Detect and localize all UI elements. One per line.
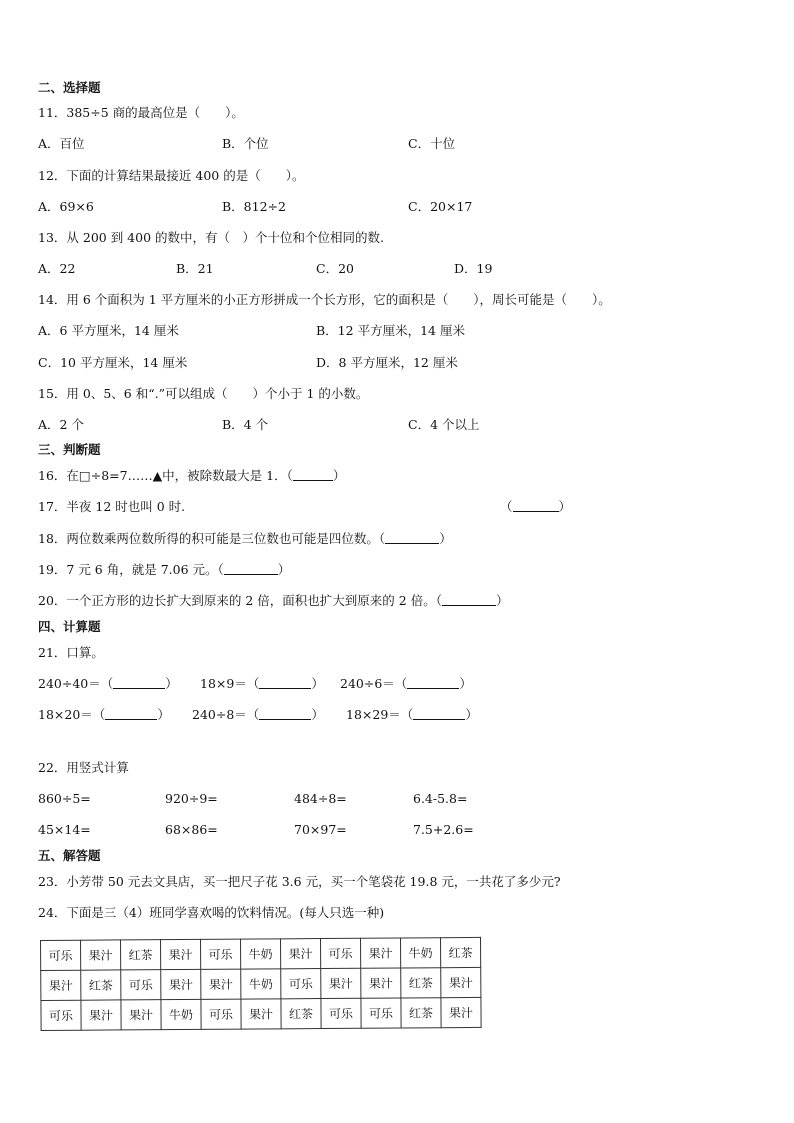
table-cell: 果汁 (201, 969, 241, 999)
table-cell: 果汁 (41, 970, 81, 1000)
table-cell: 果汁 (361, 968, 401, 998)
q14-option-c: C．10 平方厘米，14 厘米 (38, 355, 188, 370)
q14-option-d: D．8 平方厘米，12 厘米 (316, 355, 458, 370)
q12-option-c: C．20×17 (408, 199, 473, 214)
q11-option-c: C．十位 (408, 136, 456, 151)
q22-item: 6.4-5.8= (413, 791, 468, 806)
section-heading-judge: 三、判断题 (38, 442, 101, 457)
q21-item: 18×29＝（ ） (346, 707, 478, 722)
q14-option-a: A．6 平方厘米，14 厘米 (38, 323, 179, 338)
table-cell: 可乐 (281, 969, 321, 999)
q21-item: 18×9＝（ ） (200, 676, 324, 691)
q16-answer-blank[interactable] (293, 468, 333, 481)
q20-answer-blank[interactable] (442, 593, 496, 606)
question-16: 16．在□÷8=7……▲中，被除数最大是 1．（ ） (38, 468, 346, 483)
table-cell: 红茶 (401, 968, 441, 998)
table-cell: 可乐 (321, 998, 361, 1028)
question-15: 15．用 0、5、6 和“.”可以组成（ ）个小于 1 的小数。 (38, 386, 369, 401)
question-14: 14．用 6 个面积为 1 平方厘米的小正方形拼成一个长方形，它的面积是（ ），周长可能是（ ）。 (38, 292, 611, 307)
q17-answer: （ ） (500, 499, 572, 514)
table-cell: 果汁 (81, 940, 121, 970)
table-cell: 可乐 (41, 940, 81, 970)
q22-item: 7.5+2.6= (413, 822, 474, 837)
question-12: 12．下面的计算结果最接近 400 的是（ ）。 (38, 168, 305, 183)
q22-item: 484÷8= (294, 791, 347, 806)
question-18: 18．两位数乘两位数所得的积可能是三位数也可能是四位数。（ ） (38, 531, 452, 546)
table-row (41, 997, 481, 1030)
drink-survey-table (40, 937, 482, 1031)
question-20: 20．一个正方形的边长扩大到原来的 2 倍，面积也扩大到原来的 2 倍。（ ） (38, 593, 509, 608)
table-cell: 果汁 (441, 967, 481, 997)
table-cell: 红茶 (281, 999, 321, 1029)
q13-option-c: C．20 (316, 261, 354, 276)
q22-item: 920÷9= (165, 791, 218, 806)
table-cell: 牛奶 (400, 938, 440, 968)
q21-item: 240÷8＝（ ） (192, 707, 324, 722)
table-cell: 可乐 (121, 970, 161, 1000)
table-cell: 果汁 (161, 969, 201, 999)
q13-option-a: A．22 (38, 261, 76, 276)
question-13: 13．从 200 到 400 的数中，有（ ）个十位和个位相同的数. (38, 230, 384, 245)
q12-option-b: B．812÷2 (222, 199, 286, 214)
q21-item: 18×20＝（ ） (38, 707, 170, 722)
q15-option-a: A．2 个 (38, 417, 84, 432)
table-cell: 果汁 (441, 997, 481, 1027)
question-22-title: 22．用竖式计算 (38, 760, 129, 775)
section-heading-choice: 二、选择题 (38, 80, 101, 95)
question-23: 23．小芳带 50 元去文具店，买一把尺子花 3.6 元，买一个笔袋花 19.8 元，一共花了多少元? (38, 874, 561, 889)
q11-option-a: A．百位 (38, 136, 85, 151)
q11-option-b: B．个位 (222, 136, 269, 151)
q21-item: 240÷40＝（ ） (38, 676, 178, 691)
question-20-text: 20．一个正方形的边长扩大到原来的 2 倍，面积也扩大到原来的 2 倍。 (38, 593, 436, 608)
section-heading-solve: 五、解答题 (38, 848, 101, 863)
question-11: 11．385÷5 商的最高位是（ ）。 (38, 105, 244, 120)
table-cell: 可乐 (201, 999, 241, 1029)
q22-item: 860÷5= (38, 791, 91, 806)
q21-item: 240÷6＝（ ） (340, 676, 472, 691)
q13-option-d: D．19 (454, 261, 493, 276)
q18-answer-blank[interactable] (385, 531, 439, 544)
q22-item: 70×97= (294, 822, 347, 837)
table-cell: 红茶 (401, 998, 441, 1028)
table-cell: 牛奶 (240, 939, 280, 969)
table-cell: 红茶 (121, 940, 161, 970)
q22-item: 68×86= (165, 822, 218, 837)
question-16-text: 16．在□÷8=7……▲中，被除数最大是 1． (38, 468, 287, 483)
table-cell: 可乐 (361, 998, 401, 1028)
question-19-text: 19．7 元 6 角，就是 7.06 元。 (38, 562, 218, 577)
q13-option-b: B．21 (176, 261, 214, 276)
table-cell: 果汁 (121, 1000, 161, 1030)
question-18-text: 18．两位数乘两位数所得的积可能是三位数也可能是四位数。 (38, 531, 379, 546)
table-cell: 红茶 (81, 970, 121, 1000)
q19-answer-blank[interactable] (224, 562, 278, 575)
table-cell: 果汁 (81, 1000, 121, 1030)
question-21-title: 21．口算。 (38, 645, 104, 660)
question-19: 19．7 元 6 角，就是 7.06 元。（ ） (38, 562, 291, 577)
table-cell: 可乐 (200, 939, 240, 969)
table-row (41, 937, 481, 970)
q22-item: 45×14= (38, 822, 91, 837)
q15-option-c: C．4 个以上 (408, 417, 480, 432)
table-cell: 可乐 (41, 1000, 81, 1030)
table-cell: 果汁 (161, 939, 201, 969)
table-cell: 果汁 (321, 968, 361, 998)
table-row (41, 967, 481, 1000)
q17-answer-blank[interactable] (513, 499, 559, 512)
table-cell: 牛奶 (241, 969, 281, 999)
table-cell: 红茶 (440, 937, 480, 967)
table-cell: 果汁 (280, 939, 320, 969)
table-cell: 牛奶 (161, 999, 201, 1029)
table-cell: 可乐 (320, 938, 360, 968)
table-cell: 果汁 (360, 938, 400, 968)
question-17: 17．半夜 12 时也叫 0 时. (38, 499, 186, 514)
q15-option-b: B．4 个 (222, 417, 269, 432)
section-heading-calc: 四、计算题 (38, 619, 101, 634)
q12-option-a: A．69×6 (38, 199, 94, 214)
table-cell: 果汁 (241, 999, 281, 1029)
q14-option-b: B．12 平方厘米，14 厘米 (316, 323, 465, 338)
question-24: 24．下面是三（4）班同学喜欢喝的饮料情况。(每人只选一种) (38, 905, 385, 920)
